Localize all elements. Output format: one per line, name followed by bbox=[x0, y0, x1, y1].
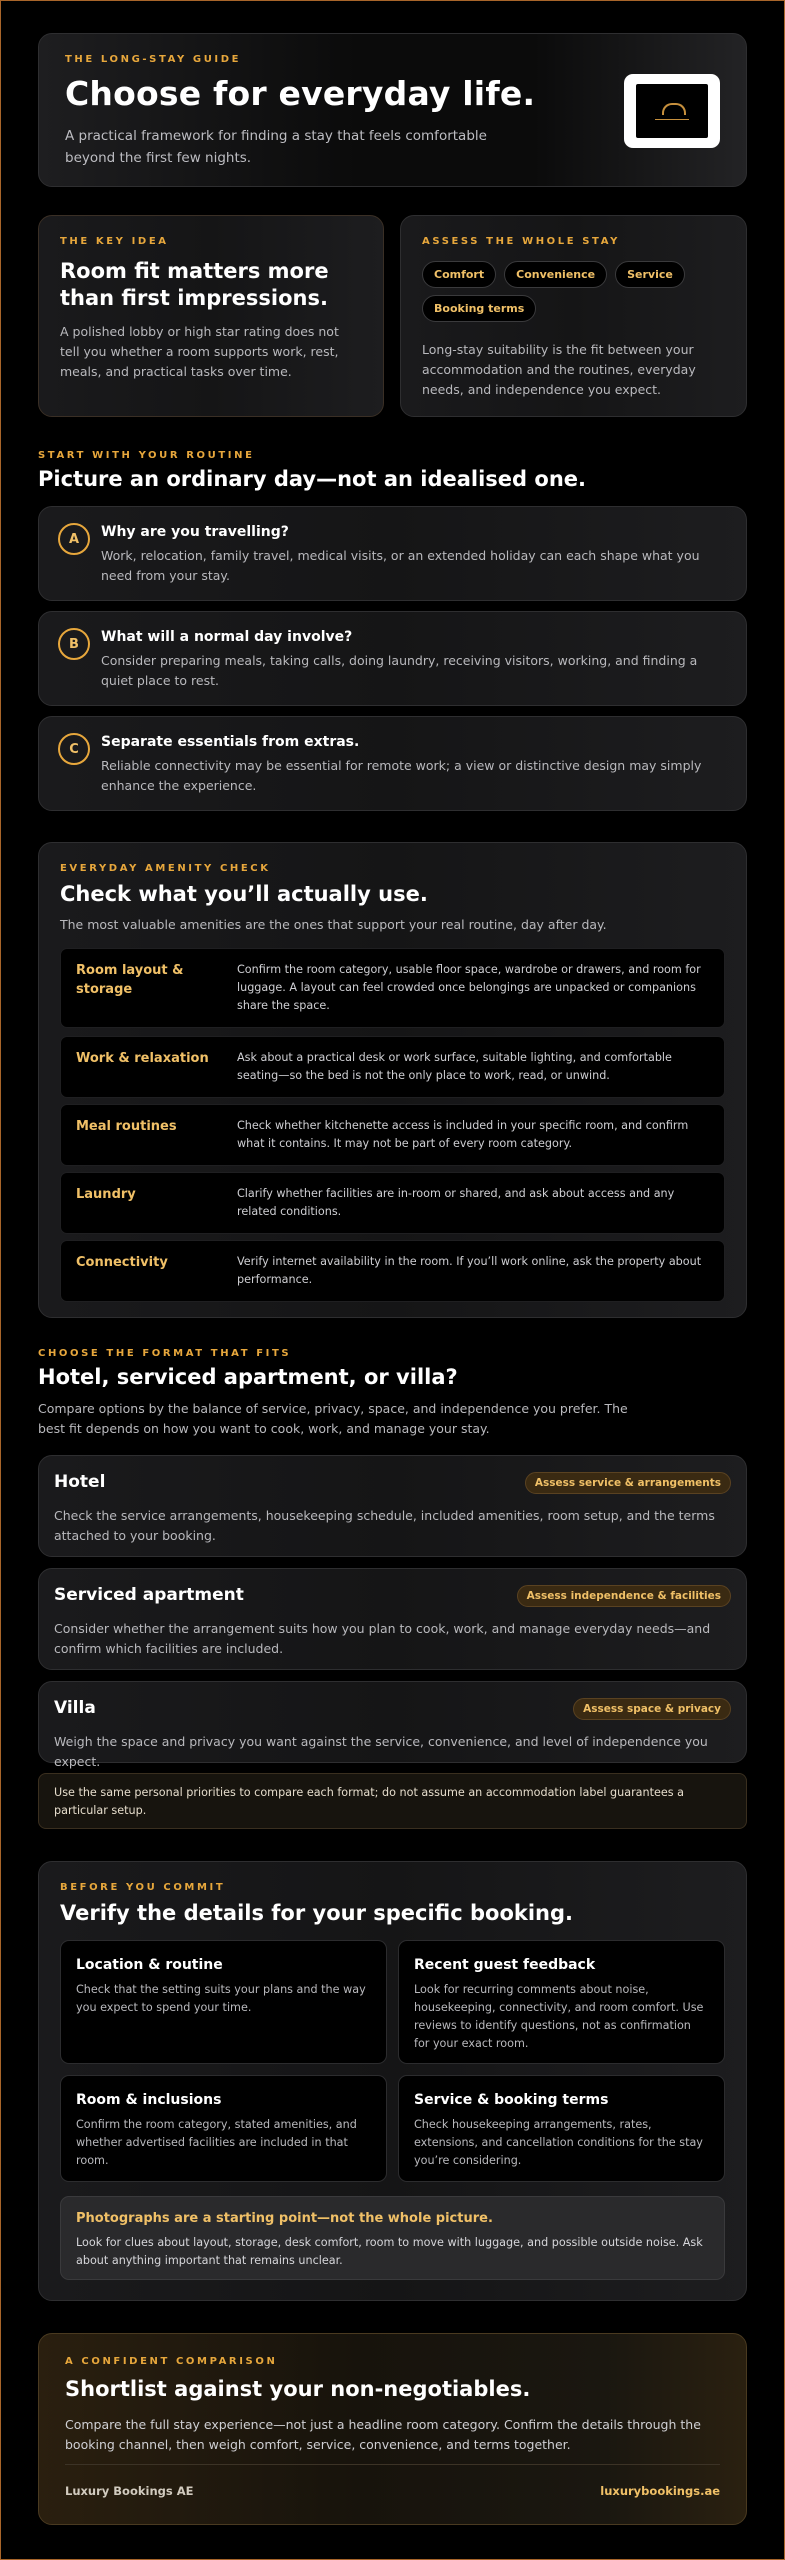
routine-title: Picture an ordinary day—not an idealised one. bbox=[38, 467, 586, 491]
assess-whole-stay-card bbox=[400, 215, 747, 417]
format-name: Hotel bbox=[54, 1472, 106, 1492]
verify-cell-body: Check that the setting suits your plans and the way you expect to spend your time. bbox=[76, 1983, 366, 2014]
format-note: Use the same personal priorities to compare each format; do not assume an accommodation label guarantees a particular setup. bbox=[38, 1773, 747, 1829]
photo-callout-body: Look for clues about layout, storage, desk comfort, room to move with luggage, and possible outside noise. Ask about anything important that remains unclear. bbox=[76, 2236, 703, 2267]
format-name: Villa bbox=[54, 1698, 96, 1718]
amenity-desc: Verify internet availability in the room. If you’ll work online, ask the property about performance. bbox=[237, 1255, 702, 1286]
amenity-subtitle: The most valuable amenities are the ones that support your real routine, day after day. bbox=[60, 917, 607, 932]
amenity-check-section bbox=[38, 842, 747, 1318]
routine-item-title: Why are you travelling? bbox=[101, 524, 289, 540]
format-body: Consider whether the arrangement suits how you plan to cook, work, and manage everyday needs—and confirm which facilities are included. bbox=[54, 1621, 711, 1656]
verify-cell-title: Service & booking terms bbox=[414, 2092, 609, 2108]
amenity-label: Room layout & storage bbox=[76, 963, 184, 997]
routine-header bbox=[38, 450, 586, 491]
routine-item-title: Separate essentials from extras. bbox=[101, 734, 360, 750]
hero-section bbox=[38, 33, 747, 187]
shortlist-title: Shortlist against your non-negotiables. bbox=[65, 2377, 531, 2401]
routine-eyebrow: START WITH YOUR ROUTINE bbox=[38, 450, 255, 461]
assess-chips bbox=[422, 261, 692, 322]
chip-convenience: Convenience bbox=[504, 261, 607, 288]
crown-icon bbox=[657, 103, 687, 115]
amenity-label: Work & relaxation bbox=[76, 1051, 209, 1066]
photo-callout bbox=[60, 2196, 725, 2280]
verify-cell-location bbox=[60, 1940, 387, 2064]
assess-body: Long-stay suitability is the fit between your accommodation and the routines, everyday needs, and independence you expect. bbox=[422, 342, 696, 397]
amenity-label: Laundry bbox=[76, 1187, 136, 1202]
shortlist-divider bbox=[65, 2464, 720, 2465]
shortlist-body: Compare the full stay experience—not just a headline room category. Confirm the details through the booking channel, then weigh comfort, service, convenience, and terms together. bbox=[65, 2417, 701, 2452]
verify-cell-title: Room & inclusions bbox=[76, 2092, 222, 2108]
key-idea-eyebrow: THE KEY IDEA bbox=[60, 236, 169, 247]
routine-badge: A bbox=[58, 523, 90, 555]
amenity-eyebrow: EVERYDAY AMENITY CHECK bbox=[60, 863, 271, 874]
key-idea-card bbox=[38, 215, 384, 417]
format-title: Hotel, serviced apartment, or villa? bbox=[38, 1365, 458, 1389]
format-tag: Assess space & privacy bbox=[573, 1698, 731, 1720]
format-name: Serviced apartment bbox=[54, 1585, 244, 1605]
verify-cell-body: Look for recurring comments about noise, housekeeping, connectivity, and room comfort. Use reviews to identify questions, not as confirmation for your exact room. bbox=[414, 1983, 704, 2050]
format-tag: Assess independence & facilities bbox=[517, 1585, 731, 1607]
format-card-villa bbox=[38, 1681, 747, 1769]
key-idea-body: A polished lobby or high star rating does not tell you whether a room supports work, rest, meals, and practical tasks over time. bbox=[60, 324, 339, 379]
shortlist-eyebrow: A CONFIDENT COMPARISON bbox=[65, 2356, 278, 2367]
footer-link[interactable]: luxurybookings.ae bbox=[600, 2484, 720, 2498]
amenity-row-work bbox=[60, 1036, 725, 1098]
amenity-row-laundry bbox=[60, 1172, 725, 1234]
amenity-desc: Check whether kitchenette access is included in your specific room, and confirm what it contains. It may not be part of every room category. bbox=[237, 1119, 689, 1150]
amenity-row-connectivity bbox=[60, 1240, 725, 1302]
hero-description: A practical framework for finding a stay that feels comfortable beyond the first few nights. bbox=[65, 128, 487, 166]
amenity-label: Meal routines bbox=[76, 1119, 177, 1134]
chip-booking-terms: Booking terms bbox=[422, 295, 536, 322]
footer-brand: Luxury Bookings AE bbox=[65, 2484, 194, 2498]
routine-item-body: Reliable connectivity may be essential for remote work; a view or distinctive design may simply enhance the experience. bbox=[101, 758, 702, 793]
format-header bbox=[38, 1348, 628, 1439]
shortlist-section bbox=[38, 2333, 747, 2525]
routine-badge: C bbox=[58, 733, 90, 765]
routine-item-a bbox=[38, 506, 747, 601]
verify-cell-body: Check housekeeping arrangements, rates, extensions, and cancellation conditions for the stay you’re considering. bbox=[414, 2118, 703, 2167]
amenity-label: Connectivity bbox=[76, 1255, 168, 1270]
format-card-serviced-apartment bbox=[38, 1568, 747, 1670]
amenity-row-layout bbox=[60, 948, 725, 1028]
photo-callout-title: Photographs are a starting point—not the whole picture. bbox=[76, 2211, 493, 2226]
format-body: Check the service arrangements, housekeeping schedule, included amenities, room setup, and the terms attached to your booking. bbox=[54, 1508, 715, 1543]
chip-service: Service bbox=[615, 261, 685, 288]
amenity-desc: Clarify whether facilities are in-room or shared, and ask about access and any related conditions. bbox=[237, 1187, 675, 1218]
amenity-desc: Confirm the room category, usable floor space, wardrobe or drawers, and room for luggage. A layout can feel crowded once belongings are unpacked or companions share the space. bbox=[237, 963, 701, 1012]
routine-badge: B bbox=[58, 628, 90, 660]
amenity-row-meals bbox=[60, 1104, 725, 1166]
verify-title: Verify the details for your specific booking. bbox=[60, 1901, 573, 1925]
amenity-title: Check what you’ll actually use. bbox=[60, 882, 428, 906]
verify-eyebrow: BEFORE YOU COMMIT bbox=[60, 1882, 226, 1893]
assess-eyebrow: ASSESS THE WHOLE STAY bbox=[422, 236, 620, 247]
amenity-desc: Ask about a practical desk or work surface, suitable lighting, and comfortable seating—so the bed is not the only place to work, read, or unwind. bbox=[237, 1051, 672, 1082]
format-eyebrow: CHOOSE THE FORMAT THAT FITS bbox=[38, 1348, 292, 1359]
format-intro: Compare options by the balance of service, privacy, space, and independence you prefer. The best fit depends on how you want to cook, work, and manage your stay. bbox=[38, 1401, 628, 1436]
chip-comfort: Comfort bbox=[422, 261, 496, 288]
verify-cell-title: Recent guest feedback bbox=[414, 1957, 596, 1973]
routine-item-title: What will a normal day involve? bbox=[101, 629, 353, 645]
key-idea-title: Room fit matters more than first impressions. bbox=[60, 259, 329, 310]
routine-item-body: Consider preparing meals, taking calls, doing laundry, receiving visitors, working, and finding a quiet place to rest. bbox=[101, 653, 698, 688]
routine-item-body: Work, relocation, family travel, medical visits, or an extended holiday can each shape what you need from your stay. bbox=[101, 548, 700, 583]
hero-eyebrow: THE LONG-STAY GUIDE bbox=[65, 54, 242, 65]
brand-logo bbox=[624, 74, 720, 148]
format-body: Weigh the space and privacy you want against the service, convenience, and level of independence you expect. bbox=[54, 1734, 708, 1769]
format-tag: Assess service & arrangements bbox=[525, 1472, 731, 1494]
routine-item-b bbox=[38, 611, 747, 706]
verify-cell-title: Location & routine bbox=[76, 1957, 223, 1973]
verify-section bbox=[38, 1861, 747, 2301]
format-card-hotel bbox=[38, 1455, 747, 1557]
page-title: Choose for everyday life. bbox=[65, 74, 536, 113]
verify-cell-feedback bbox=[398, 1940, 725, 2064]
routine-item-c bbox=[38, 716, 747, 811]
verify-cell-body: Confirm the room category, stated amenities, and whether advertised facilities are included in that room. bbox=[76, 2118, 357, 2167]
verify-cell-terms bbox=[398, 2075, 725, 2182]
verify-cell-room bbox=[60, 2075, 387, 2182]
